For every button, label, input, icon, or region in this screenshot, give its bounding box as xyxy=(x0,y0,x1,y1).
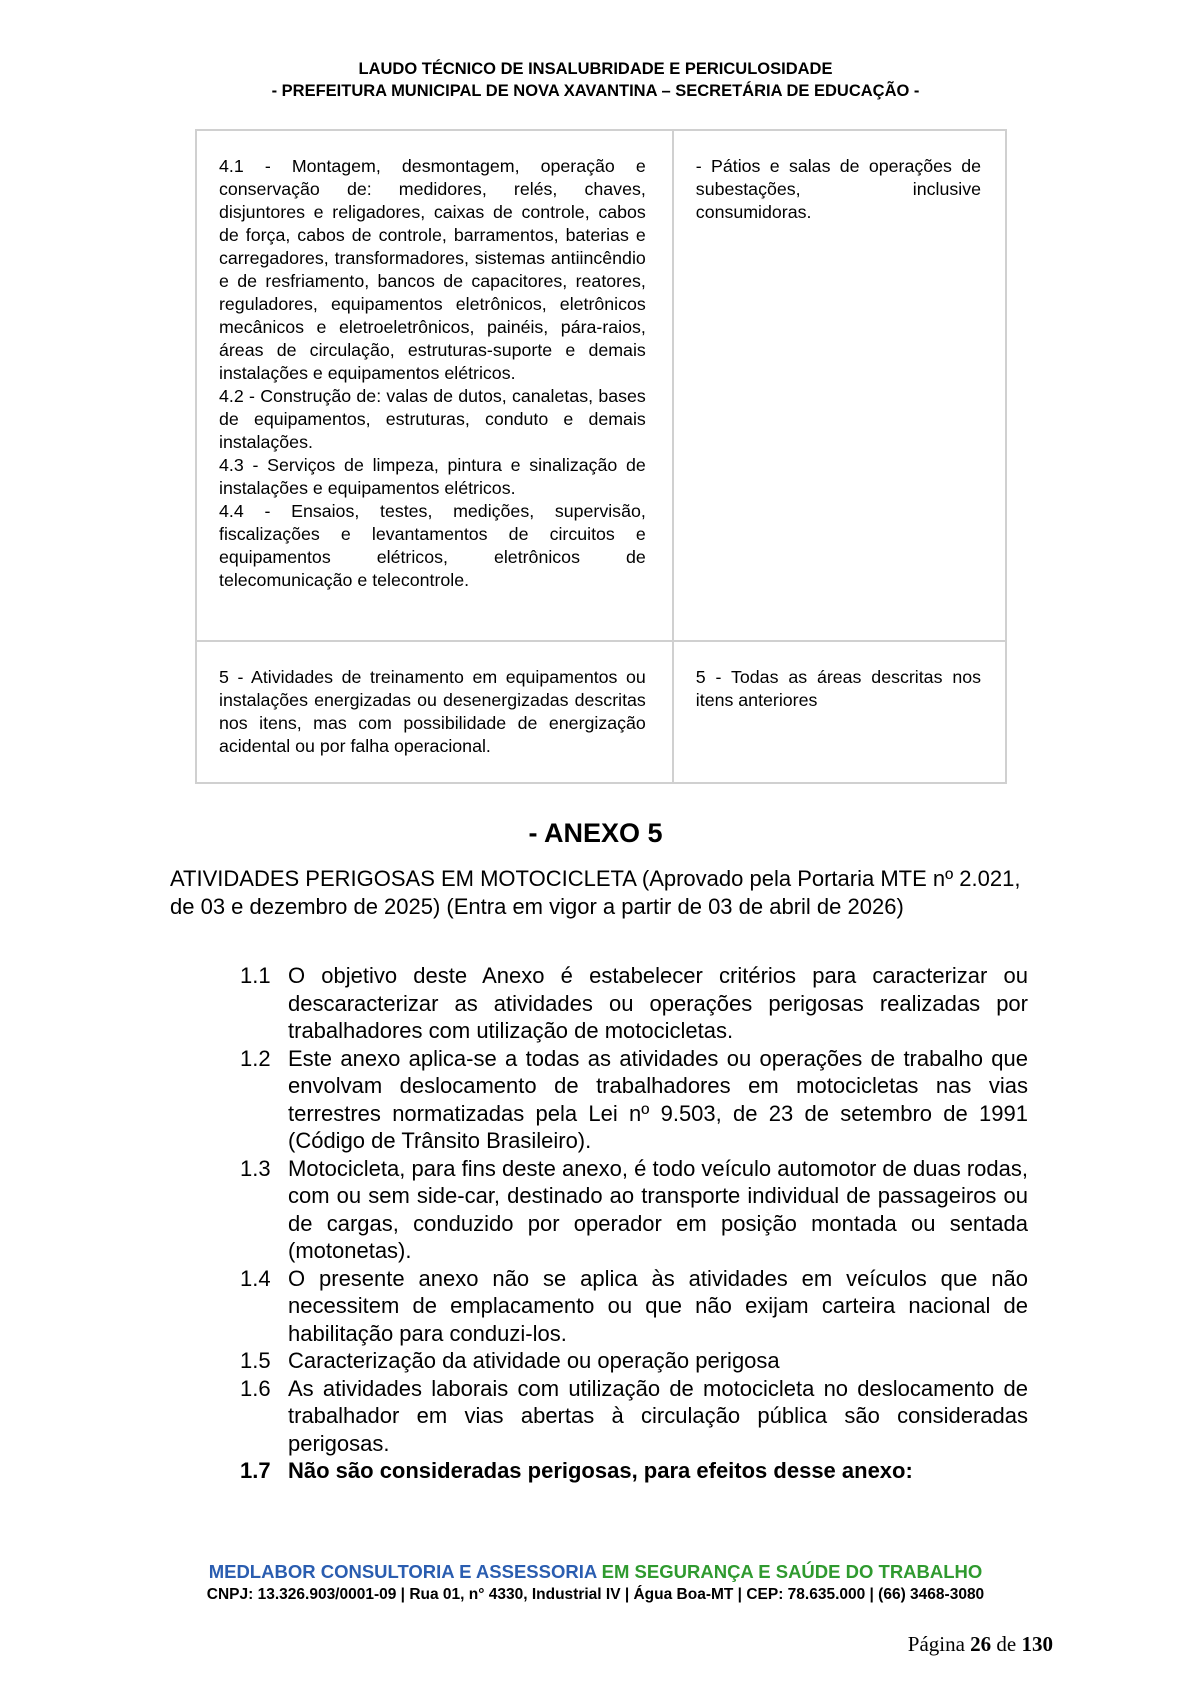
hazard-table xyxy=(195,129,1007,784)
item-text: Este anexo aplica-se a todas as atividades ou operações de trabalho que envolvam deslocamento de trabalhadores em motocicletas nas vias terrestres normatizadas pela Lei nº 9.503, de 23 de setembro de 1991 (Código de Trânsito Brasileiro). xyxy=(288,1045,1028,1153)
section-intro: ATIVIDADES PERIGOSAS EM MOTOCICLETA (Aprovado pela Portaria MTE nº 2.021, de 03 e dezembro de 2025) (Entra em vigor a partir de 03 de abril de 2026) xyxy=(170,866,1021,919)
area-text: 5 - Todas as áreas descritas nos itens anteriores xyxy=(695,667,981,710)
item-number: 1.1 xyxy=(240,963,271,988)
document-footer xyxy=(0,1560,1191,1606)
document-header xyxy=(0,58,1191,102)
activity-paragraph: 4.2 - Construção de: valas de dutos, canaletas, bases de equipamentos, estruturas, conduto e demais instalações. xyxy=(219,386,646,452)
section-title: - ANEXO 5 xyxy=(528,818,663,848)
item-number: 1.6 xyxy=(240,1375,271,1401)
item-text: Caracterização da atividade ou operação perigosa xyxy=(288,1348,780,1373)
footer-company-name: MEDLABOR CONSULTORIA E ASSESSORIA xyxy=(208,1561,597,1582)
item-text: Não são consideradas perigosas, para efeitos desse anexo: xyxy=(288,1458,913,1483)
item-text: O presente anexo não se aplica às atividades em veículos que não necessitem de emplacamento ou que não exijam carteira nacional de habilitação para conduzi-los. xyxy=(288,1265,1028,1346)
numbered-list xyxy=(240,962,1028,1485)
list-item xyxy=(240,1375,1028,1458)
item-text: O objetivo deste Anexo é estabelecer critérios para caracterizar ou descaracterizar as atividades ou operações perigosas realizadas por trabalhadores com utilização de motocicletas. xyxy=(288,963,1028,1043)
table-row xyxy=(195,129,1007,642)
list-item xyxy=(240,1265,1028,1348)
footer-address: CNPJ: 13.326.903/0001-09 | Rua 01, n° 4330, Industrial IV | Água Boa-MT | CEP: 78.635.000 | (66) 3468-3080 xyxy=(206,1586,985,1603)
item-number: 1.3 xyxy=(240,1155,271,1181)
page-label: Página xyxy=(907,1632,965,1656)
page-total: 130 xyxy=(1021,1632,1053,1656)
item-number: 1.7 xyxy=(240,1458,271,1483)
activity-cell xyxy=(197,642,674,782)
activity-cell xyxy=(197,131,674,640)
item-number: 1.2 xyxy=(240,1045,271,1071)
list-item xyxy=(240,1045,1028,1155)
item-text: As atividades laborais com utilização de motocicleta no deslocamento de trabalhador em vias abertas à circulação pública são consideradas perigosas. xyxy=(288,1375,1028,1456)
table-row xyxy=(195,642,1007,784)
list-item xyxy=(240,962,1028,1045)
item-text: Motocicleta, para fins deste anexo, é todo veículo automotor de duas rodas, com ou sem side-car, destinado ao transporte individual de passageiros ou de cargas, conduzido por operador em posição montada ou sentada (motonetas). xyxy=(288,1155,1028,1263)
area-cell xyxy=(674,642,1005,782)
item-number: 1.5 xyxy=(240,1348,271,1373)
footer-company-tagline: EM SEGURANÇA E SAÚDE DO TRABALHO xyxy=(601,1561,983,1582)
list-item xyxy=(240,1155,1028,1265)
item-number: 1.4 xyxy=(240,1265,271,1291)
footer-company xyxy=(0,1560,1191,1584)
activity-paragraph: 5 - Atividades de treinamento em equipamentos ou instalações energizadas ou desenergizadas descritas nos itens, mas com possibilidade de energização acidental ou por falha operacional. xyxy=(219,667,646,756)
header-title: LAUDO TÉCNICO DE INSALUBRIDADE E PERICULOSIDADE xyxy=(358,60,833,78)
area-text: - Pátios e salas de operações de subestações, inclusive consumidoras. xyxy=(695,156,981,222)
header-subtitle: - PREFEITURA MUNICIPAL DE NOVA XAVANTINA – SECRETÁRIA DE EDUCAÇÃO - xyxy=(271,82,920,100)
page-number xyxy=(908,1632,1053,1657)
activity-paragraph: 4.1 - Montagem, desmontagem, operação e conservação de: medidores, relés, chaves, disjuntores e religadores, caixas de controle, cabos de força, cabos de controle, barramentos, baterias e carregadores, transformadores, sistemas antiincêndio e de resfriamento, bancos de capacitores, reatores, reguladores, equipamentos eletrônicos, eletrônicos mecânicos e eletroeletrônicos, painéis, pára-raios, áreas de circulação, estruturas-suporte e demais instalações e equipamentos elétricos. xyxy=(219,156,646,383)
list-item xyxy=(240,1457,1028,1485)
activity-paragraph: 4.4 - Ensaios, testes, medições, supervisão, fiscalizações e levantamentos de circuitos e equipamentos elétricos, eletrônicos de telecomunicação e telecontrole. xyxy=(219,501,646,590)
page-current: 26 xyxy=(970,1632,992,1656)
activity-paragraph: 4.3 - Serviços de limpeza, pintura e sinalização de instalações e equipamentos elétricos. xyxy=(219,455,646,498)
list-item xyxy=(240,1347,1028,1375)
page-of: de xyxy=(996,1632,1017,1656)
area-cell xyxy=(674,131,1005,640)
